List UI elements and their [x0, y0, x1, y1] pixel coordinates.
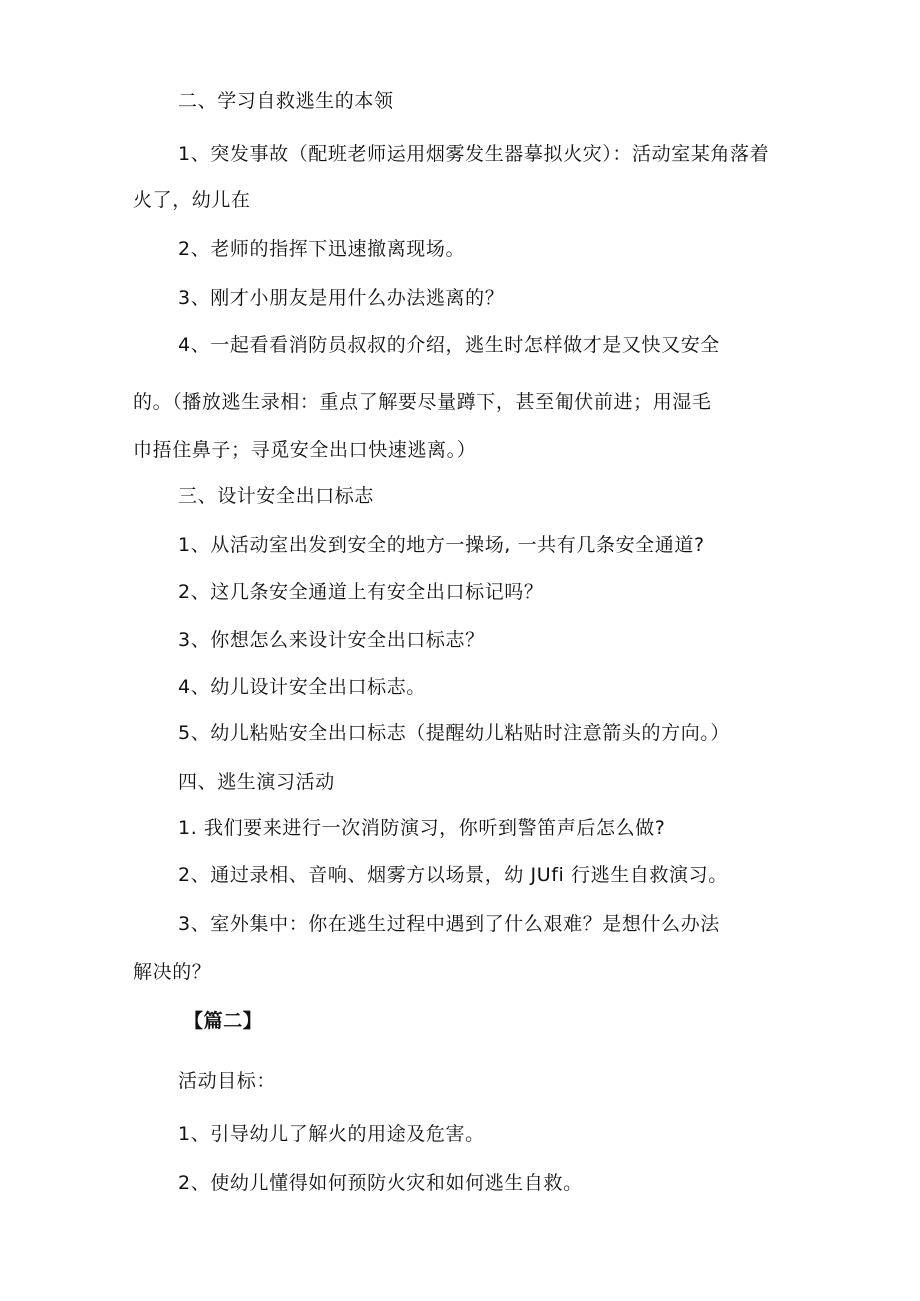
objectives-heading: 活动目标： — [178, 1070, 277, 1092]
paragraph-line: 5、幼儿粘贴安全出口标志（提醒幼儿粘贴时注意箭头的方向。） — [178, 722, 730, 744]
paragraph-line: 1、从活动室出发到安全的地方一操场, 一共有几条安全通道? — [178, 534, 705, 556]
section-heading-3: 三、设计安全出口标志 — [178, 485, 375, 507]
paragraph-line: 巾捂住鼻子；寻觅安全出口快速逃离。） — [133, 439, 477, 461]
section-heading-2: 二、学习自救逃生的本领 — [178, 90, 394, 112]
paragraph-line: 3、你想怎么来设计安全出口标志？ — [178, 629, 485, 651]
paragraph-line: 3、刚才小朋友是用什么办法逃离的？ — [178, 287, 505, 309]
paragraph-line: 3、室外集中：你在逃生过程中遇到了什么艰难？是想什么办法 — [178, 913, 720, 935]
paragraph-line: 火了，幼儿在 — [133, 189, 251, 211]
paragraph-line: 1、突发事故（配班老师运用烟雾发生器摹拟火灾）：活动室某角落着 — [178, 143, 770, 165]
part-heading: 【篇二】 — [184, 1010, 263, 1032]
paragraph-line: 2、通过录相、音响、烟雾方以场景，幼 JUfi 行逃生自救演习。 — [178, 864, 728, 886]
paragraph-line: 4、幼儿设计安全出口标志。 — [178, 676, 426, 698]
paragraph-line: 4、一起看看消防员叔叔的介绍，逃生时怎样做才是又快又安全 — [178, 334, 720, 356]
paragraph-line: 1. 我们要来进行一次消防演习，你听到警笛声后怎么做? — [178, 817, 666, 839]
paragraph-line: 的。（播放逃生录相：重点了解要尽量蹲下，甚至匍伏前进；用湿毛 — [133, 391, 712, 413]
paragraph-line: 解决的？ — [133, 961, 212, 983]
paragraph-line: 2、老师的指挥下迅速撤离现场。 — [178, 238, 466, 260]
paragraph-line: 2、使幼儿懂得如何预防火灾和如何逃生自救。 — [178, 1172, 583, 1194]
paragraph-line: 1、引导幼儿了解火的用途及危害。 — [178, 1123, 485, 1145]
section-heading-4: 四、逃生演习活动 — [178, 771, 335, 793]
paragraph-line: 2、这几条安全通道上有安全出口标记吗？ — [178, 581, 544, 603]
